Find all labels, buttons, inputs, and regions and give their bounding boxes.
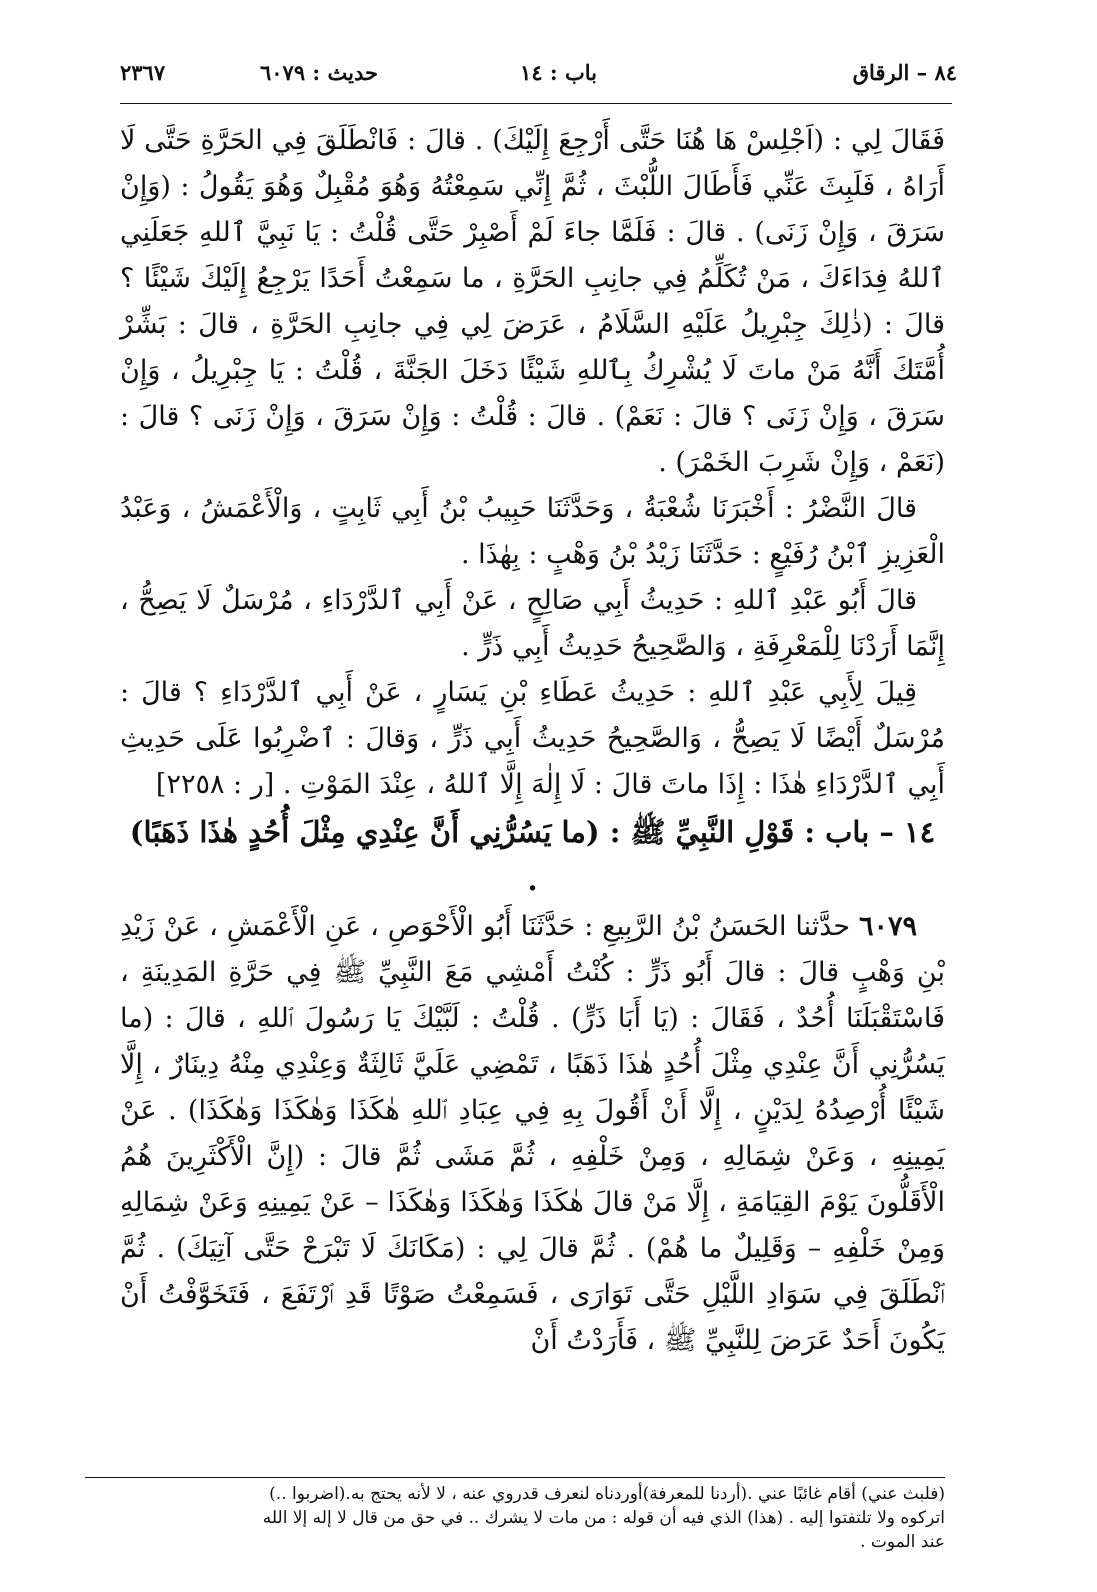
header-chapter: ٨٤ – الرقاق: [852, 60, 957, 85]
paragraph-hadith-continuation: فَقَالَ لِي : (اَجْلِسْ هَا هُنَا حَتَّى أَرْجِعَ إِلَيْكَ) . قالَ : فَانْطَلَقَ فِي الحَرَّةِ حَتَّى لَا أَرَاهُ ، فَلَبِثَ عَنِّي فَأَطَالَ اللُّبْثَ ، ثُمَّ إِنِّي سَمِعْتُهُ وَهُوَ مُقْبِلٌ وَهُوَ يَقُولُ : (وَإِنْ سَرَقَ ، وَإِنْ زَنَى) . قالَ : فَلَمَّا جاءَ لَمْ أَصْبِرْ حَتَّى قُلْتُ : يَا نَبِيَّ ٱللهِ جَعَلَنِي ٱللهُ فِدَاءَكَ ، مَنْ تُكَلِّمُ فِي جانِبِ الحَرَّةِ ، ما سَمِعْتُ أَحَدًا يَرْجِعُ إِلَيْكَ شَيْئًا ؟ قالَ : (ذٰلِكَ جِبْرِيلُ عَلَيْهِ السَّلَامُ ، عَرَضَ لِي فِي جانِبِ الحَرَّةِ ، قالَ : بَشِّرْ أُمَّتَكَ أَنَّهُ مَنْ ماتَ لَا يُشْرِكُ بِٱللهِ شَيْئًا دَخَلَ الجَنَّةَ ، قُلْتُ : يَا جِبْرِيلُ ، وَإِنْ سَرَقَ ، وَإِنْ زَنَى ؟ قالَ : نَعَمْ) . قالَ : قُلْتُ : وَإِنْ سَرَقَ ، وَإِنْ زَنَى ؟ قالَ : (نَعَمْ ، وَإِنْ شَرِبَ الخَمْرَ) .: [120, 125, 945, 478]
hadith-number: ٦٠٧٩: [858, 911, 917, 942]
paragraph-hadith-6079: [120, 904, 945, 1364]
footnote-line: اتركوه ولا تلتفتوا إليه . (هذا) الذي فيه أن قوله : من مات لا يشرك .. في حق من قال لا إله إلا الله: [262, 1508, 945, 1528]
header-divider: [120, 103, 952, 104]
chapter-heading: ١٤ – باب : قَوْلِ النَّبِيِّ ﷺ : (ما يَسُرُّنِي أَنَّ عِنْدِي مِثْلَ أُحُدٍ هٰذَا ذَهَبًا) .: [129, 815, 936, 897]
paragraph-nadr: قالَ النَّضْرُ : أَخْبَرَنَا شُعْبَةُ ، وَحَدَّثَنَا حَبِيبُ بْنُ أَبِي ثَابِتٍ ، وَالْأَعْمَشُ ، وَعَبْدُ الْعَزِيزِ ٱبْنُ رُفَيْعٍ : حَدَّثَنَا زَيْدُ بْنُ وَهْبٍ : بِهٰذَا .: [120, 493, 945, 570]
footnotes: [120, 1482, 945, 1554]
running-header: [120, 60, 957, 100]
footnote-divider: [85, 1477, 945, 1478]
paragraph-qila: قِيلَ لِأَبِي عَبْدِ ٱللهِ : حَدِيثُ عَطَاءِ بْنِ يَسَارٍ ، عَنْ أَبِي ٱلدَّرْدَاءِ ؟ قالَ : مُرْسَلٌ أَيْضًا لَا يَصِحُّ ، وَالصَّحِيحُ حَدِيثُ أَبِي ذَرٍّ ، وَقالَ : ٱضْرِبُوا عَلَى حَدِيثِ أَبِي ٱلدَّرْدَاءِ هٰذَا : إِذَا ماتَ قالَ : لَا إِلٰهَ إِلَّا ٱللهُ ، عِنْدَ المَوْتِ . [ر : ٢٢٥٨]: [120, 677, 945, 800]
page-number: ٢٣٦٧: [120, 60, 166, 85]
paragraph-abu-abdullah: قالَ أَبُو عَبْدِ ٱللهِ : حَدِيثُ أَبِي صَالِحٍ ، عَنْ أَبِي ٱلدَّرْدَاءِ ، مُرْسَلٌ لَا يَصِحُّ ، إِنَّمَا أَرَدْنَا لِلْمَعْرِفَةِ ، وَالصَّحِيحُ حَدِيثُ أَبِي ذَرٍّ .: [120, 585, 945, 662]
hadith-text: حدَّثنا الحَسَنُ بْنُ الرَّبِيعِ : حَدَّثَنَا أَبُو الْأَحْوَصِ ، عَنِ الْأَعْمَشِ ، عَنْ زَيْدِ بْنِ وَهْبٍ قالَ : قالَ أَبُو ذَرٍّ : كُنْتُ أَمْشِي مَعَ النَّبِيِّ ﷺ فِي حَرَّةِ المَدِينَةِ ، فَاسْتَقْبَلَنَا أُحُدٌ ، فَقَالَ : (يَا أَبَا ذَرٍّ) . قُلْتُ : لَبَّيْكَ يَا رَسُولَ ٱللهِ ، قالَ : (ما يَسُرُّنِي أَنَّ عِنْدِي مِثْلَ أُحُدٍ هٰذَا ذَهَبًا ، تَمْضِي عَلَيَّ ثَالِثَةٌ وَعِنْدِي مِنْهُ دِينَارٌ ، إِلَّا شَيْئًا أُرْصِدُهُ لِدَيْنٍ ، إِلَّا أَنْ أَقُولَ بِهِ فِي عِبَادِ ٱللهِ هٰكَذَا وَهٰكَذَا وَهٰكَذَا) . عَنْ يَمِينِهِ ، وَعَنْ شِمَالِهِ ، وَمِنْ خَلْفِهِ ، ثُمَّ مَشَى ثُمَّ قالَ : (إِنَّ الْأَكْثَرِينَ هُمُ الْأَقَلُّونَ يَوْمَ القِيَامَةِ ، إِلَّا مَنْ قالَ هٰكَذَا وَهٰكَذَا وَهٰكَذَا – عَنْ يَمِينِهِ وَعَنْ شِمَالِهِ وَمِنْ خَلْفِهِ – وَقَلِيلٌ ما هُمْ) . ثُمَّ قالَ لِي : (مَكَانَكَ لَا تَبْرَحْ حَتَّى آتِيَكَ) . ثُمَّ ٱنْطَلَقَ فِي سَوَادِ اللَّيْلِ حَتَّى تَوَارَى ، فَسَمِعْتُ صَوْتًا قَدِ ٱرْتَفَعَ ، فَتَخَوَّفْتُ أَنْ يَكُونَ أَحَدٌ عَرَضَ لِلنَّبِيِّ ﷺ ، فَأَرَدْتُ أَنْ: [120, 911, 945, 1356]
main-text: [120, 118, 945, 1364]
header-hadith-number: حديث : ٦٠٧٩: [260, 60, 378, 85]
footnote-line: عند الموت .: [860, 1532, 945, 1552]
footnote-line: (فلبث عني) أقام غائبًا عني .(أردنا للمعرفة)أوردناه لنعرف قدروي عنه ، لا لأنه يحتج به.(اضربوا ..): [269, 1484, 945, 1504]
header-bab: باب : ١٤: [520, 60, 597, 85]
